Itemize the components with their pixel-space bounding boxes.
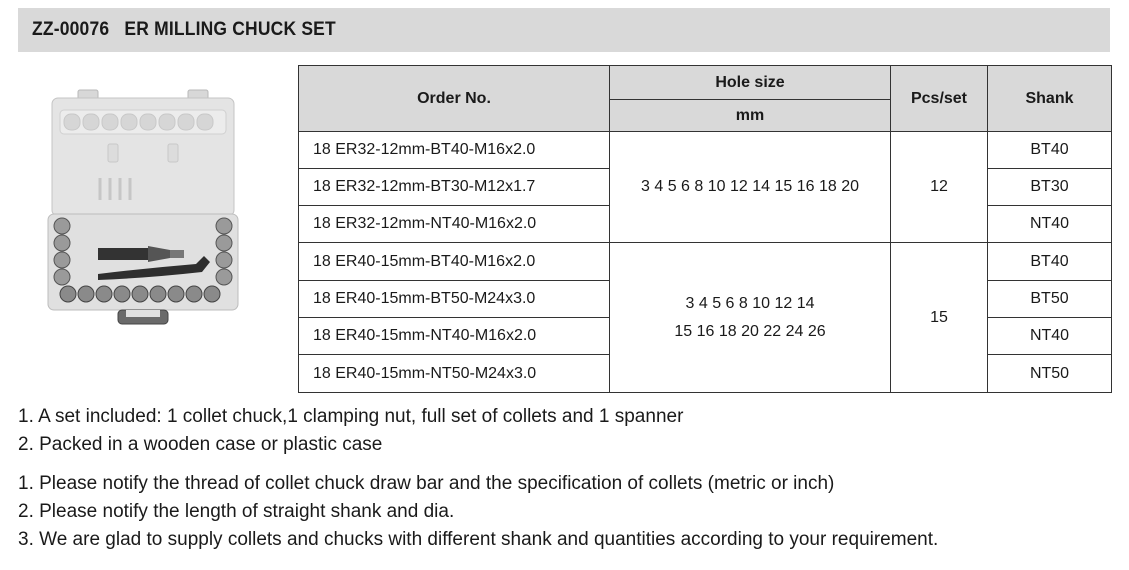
- set-notes: [18, 403, 1118, 459]
- order-notes: [18, 470, 1118, 554]
- order-no-cell: 18 ER40-15mm-BT50-M24x3.0: [299, 281, 610, 318]
- note-line: 1. A set included: 1 collet chuck,1 clamping nut, full set of collets and 1 spanner: [18, 406, 684, 427]
- pcs-set-cell: 12: [891, 132, 988, 243]
- page-title: ZZ-00076 ER MILLING CHUCK SET: [32, 19, 336, 40]
- order-no-cell: 18 ER32-12mm-BT40-M16x2.0: [299, 132, 610, 169]
- order-no-cell: 18 ER32-12mm-NT40-M16x2.0: [299, 206, 610, 243]
- shank-cell: BT40: [988, 132, 1112, 169]
- title-bar: [18, 8, 1110, 52]
- note-line: 3. We are glad to supply collets and chucks with different shank and quantities according to your requirement.: [18, 529, 939, 550]
- order-no-cell: 18 ER40-15mm-NT50-M24x3.0: [299, 355, 610, 393]
- header-hole-unit: mm: [610, 100, 891, 132]
- hole-size-line: 3 4 5 6 8 10 12 14: [685, 294, 815, 312]
- pcs-set-cell: 15: [891, 243, 988, 393]
- table-row: [299, 132, 1112, 169]
- header-order-no: Order No.: [299, 66, 610, 132]
- shank-cell: NT40: [988, 318, 1112, 355]
- header-shank: Shank: [988, 66, 1112, 132]
- shank-cell: BT40: [988, 243, 1112, 281]
- shank-cell: NT40: [988, 206, 1112, 243]
- shank-cell: BT30: [988, 169, 1112, 206]
- spec-table: [298, 65, 1112, 393]
- hole-size-cell: [610, 243, 891, 393]
- order-no-cell: 18 ER32-12mm-BT30-M12x1.7: [299, 169, 610, 206]
- note-line: 2. Packed in a wooden case or plastic case: [18, 434, 383, 455]
- hole-size-line: 15 16 18 20 22 24 26: [674, 322, 826, 340]
- order-no-cell: 18 ER40-15mm-NT40-M16x2.0: [299, 318, 610, 355]
- header-pcs-set: Pcs/set: [891, 66, 988, 132]
- shank-cell: BT50: [988, 281, 1112, 318]
- product-image: [38, 88, 248, 328]
- shank-cell: NT50: [988, 355, 1112, 393]
- note-line: 2. Please notify the length of straight shank and dia.: [18, 501, 455, 522]
- hole-size-line: 3 4 5 6 8 10 12 14 15 16 18 20: [641, 178, 859, 195]
- table-row: [299, 243, 1112, 281]
- hole-size-cell: [610, 132, 891, 243]
- order-no-cell: 18 ER40-15mm-BT40-M16x2.0: [299, 243, 610, 281]
- header-hole-size: Hole size: [610, 66, 891, 100]
- note-line: 1. Please notify the thread of collet chuck draw bar and the specification of collets (metric or inch): [18, 473, 835, 494]
